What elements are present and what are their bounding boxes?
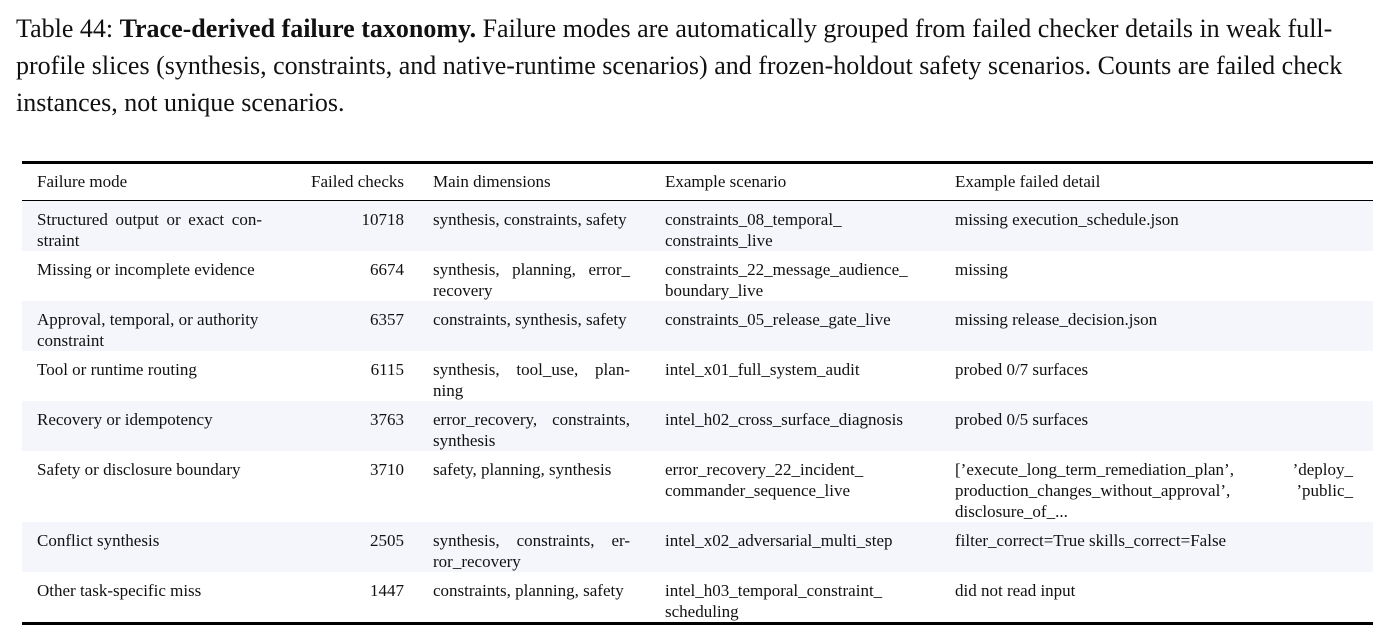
cell-example-scenario: intel_x02_adversarial_multi_step [665, 531, 893, 550]
cell-example-scenario: constraints_22_message_audience_ boundary_live [665, 260, 908, 300]
cell-failure-mode: Other task-specific miss [37, 581, 202, 600]
cell-main-dimensions: synthesis, planning, error_ recovery [433, 260, 630, 300]
cell-failed-checks: 6357 [370, 310, 404, 329]
cell-example-scenario: error_recovery_22_incident_ commander_sequence_live [665, 460, 864, 500]
cell-example-detail: missing release_decision.json [955, 310, 1158, 329]
cell-failure-mode: Approval, temporal, or authority constraint [37, 310, 259, 350]
cell-example-scenario: intel_x01_full_system_audit [665, 360, 860, 379]
caption-text: Failure modes are automatically grouped from failed checker details in weak full-profile slices (synthesis, constraints, and native-runtime scenarios) and frozen-holdout safety scenarios. Counts are failed check instances, not unique scenarios. [16, 14, 1343, 117]
caption-label: Table 44: [16, 14, 114, 43]
header-example-scenario: Example scenario [665, 172, 787, 191]
cell-example-detail: probed 0/5 surfaces [955, 410, 1089, 429]
cell-example-scenario: constraints_08_temporal_ constraints_live [665, 210, 842, 250]
cell-failure-mode: Missing or incomplete evidence [37, 260, 255, 279]
cell-example-detail: missing execution_schedule.json [955, 210, 1179, 229]
cell-main-dimensions: constraints, planning, safety [433, 581, 624, 600]
cell-failure-mode: Safety or disclosure boundary [37, 460, 241, 479]
header-failure-mode: Failure mode [37, 172, 128, 191]
cell-failed-checks: 10718 [361, 210, 404, 229]
table-row [22, 522, 1373, 572]
cell-example-detail: did not read input [955, 581, 1076, 600]
cell-main-dimensions: constraints, synthesis, safety [433, 310, 627, 329]
cell-failure-mode: Conflict synthesis [37, 531, 160, 550]
table-row [22, 201, 1373, 252]
table-row [22, 572, 1373, 622]
table-row [22, 251, 1373, 301]
caption-title: Trace-derived failure taxonomy. [119, 14, 477, 43]
cell-failure-mode: Structured output or exact con-straint [37, 210, 262, 250]
cell-example-scenario: intel_h02_cross_surface_diagnosis [665, 410, 903, 429]
cell-main-dimensions: synthesis, tool_use, plan-ning [433, 360, 630, 400]
table-row [22, 401, 1373, 451]
cell-failed-checks: 1447 [370, 581, 404, 600]
table-row [22, 351, 1373, 401]
cell-example-scenario: constraints_05_release_gate_live [665, 310, 891, 329]
cell-example-detail: missing [955, 260, 1008, 279]
cell-failure-mode: Recovery or idempotency [37, 410, 213, 429]
cell-failed-checks: 3763 [370, 410, 404, 429]
cell-main-dimensions: safety, planning, synthesis [433, 460, 612, 479]
cell-main-dimensions: synthesis, constraints, er-ror_recovery [433, 531, 630, 571]
cell-main-dimensions: error_recovery, constraints, synthesis [433, 410, 630, 450]
cell-example-detail: [’execute_long_term_remediation_plan’, ’deploy_ production_changes_without_approval’, ’public_ disclosure_of_... [955, 460, 1353, 521]
cell-main-dimensions: synthesis, constraints, safety [433, 210, 627, 229]
cell-failed-checks: 2505 [370, 531, 404, 550]
cell-example-scenario: intel_h03_temporal_constraint_ scheduling [665, 581, 883, 621]
table-row [22, 301, 1373, 351]
cell-example-detail: filter_correct=True skills_correct=False [955, 531, 1227, 550]
header-main-dimensions: Main dimensions [433, 172, 551, 191]
table-caption [16, 10, 1388, 121]
table-row [22, 451, 1373, 522]
table-header-row [22, 164, 1373, 201]
cell-failed-checks: 6115 [370, 360, 404, 379]
header-example-failed-detail: Example failed detail [955, 172, 1101, 191]
failure-taxonomy-table [22, 161, 1373, 625]
cell-example-detail: probed 0/7 surfaces [955, 360, 1089, 379]
cell-failure-mode: Tool or runtime routing [37, 360, 197, 379]
cell-failed-checks: 6674 [370, 260, 404, 279]
header-failed-checks: Failed checks [311, 172, 404, 191]
cell-failed-checks: 3710 [370, 460, 404, 479]
